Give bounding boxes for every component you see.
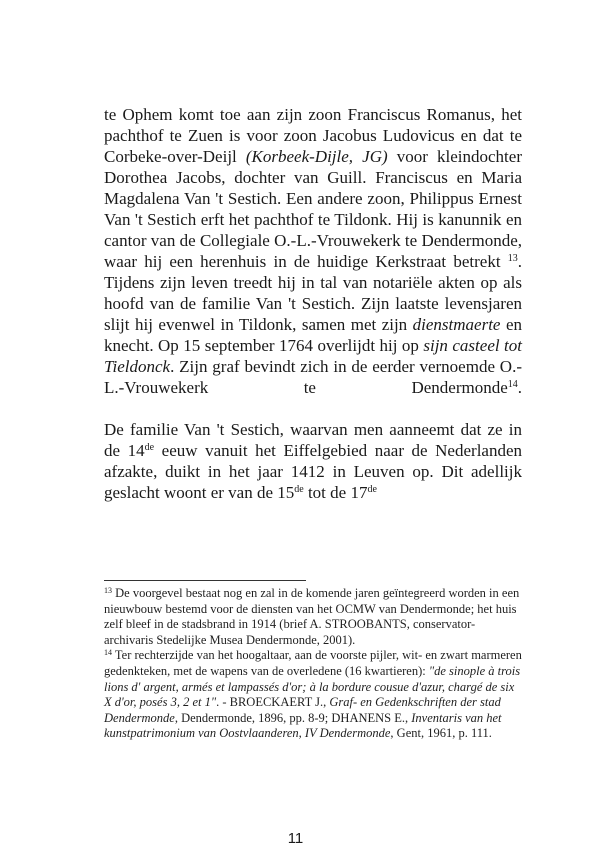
fn14-text-3: . - BROECKAERT J., <box>216 695 330 710</box>
p1-text-6: en knecht. Op 15 september 1764 overlijdt hij op <box>104 315 522 355</box>
p2-text-1: De familie Van 't Sestich, waarvan men aanneemt dat ze in de 14 <box>104 420 522 460</box>
fn14-title-1: Graf- en Gedenkschriften der stad Dendermonde <box>104 695 501 725</box>
p1-italic-korbeek: (Korbeek-Dijle, JG) <box>245 147 388 166</box>
footnote-divider <box>104 580 306 581</box>
fn14-text-1: Ter rechterzijde van het hoogaltaar, aan de voorste pijler, wit- en zwart marmeren gedenkteken, met de wapens van de overledene (16 kwartieren): <box>104 648 522 678</box>
footnote-ref-13[interactable]: 13 <box>507 253 518 264</box>
fn14-text-5: , Dendermonde, 1896, pp. 8-9; DHANENS E., <box>174 710 412 725</box>
footnote-14 <box>104 648 522 742</box>
page-number: 11 <box>287 830 304 847</box>
p1-text-3: voor kleindochter Dorothea Jacobs, dochter van Guill. Franciscus en Maria Magdalena Van 't Sestich. Een andere zoon, Philippus Ernest Van 't Sestich erft het pachthof te Tildonk. Hij is kanunnik en cantor van de Collegiale O.-L.-Vrouwekerk te Dendermonde, waar hij een herenhuis in de huidige Kerkstraat betrekt <box>104 147 522 271</box>
p1-italic-casteel: sijn casteel tot Tieldonck <box>104 336 522 376</box>
p1-text-8: . Zijn graf bevindt zich in de eerder vernoemde O.-L.-Vrouwekerk te Dendermonde <box>104 357 522 397</box>
p1-italic-dienstmaerte: dienstmaerte <box>412 315 501 334</box>
fn14-quote: "de sinople à trois lions d' argent, armés et lampassés d'or; à la bordure cousue d'azur, chargé de six X d'or, posés 3, 2 et 1" <box>104 663 521 710</box>
footnote-ref-14[interactable]: 14 <box>507 379 518 390</box>
p1-text-9: . <box>517 378 522 397</box>
fn14-text-7: , Gent, 1961, p. 111. <box>390 726 492 741</box>
p1-text-4: . Tijdens zijn leven treedt hij in tal van notariële akten op als hoofd van de familie Van 't Sestich. Zijn laatste levensjaren slijt hij evenwel in Tildonk, samen met zijn <box>104 252 522 334</box>
footnotes <box>104 586 522 742</box>
p2-text-3: tot de 17 <box>303 483 368 502</box>
footnote-13-number: 13 <box>104 586 112 595</box>
paragraph-2 <box>104 419 522 503</box>
footnote-13 <box>104 586 522 648</box>
body-text <box>104 104 522 503</box>
p1-text-1: te Ophem komt toe aan zijn zoon Franciscus Romanus, het pachthof te Zuen is voor zoon Jacobus Ludovicus en dat te Corbeke-over-Deijl <box>104 105 522 166</box>
p2-sup-3: de <box>367 484 377 495</box>
p2-text-2: eeuw vanuit het Eiffelgebied naar de Nederlanden afzakte, duikt in het jaar 1412 in Leuven op. Dit adellijk geslacht woont er van de 15 <box>104 441 523 502</box>
p2-sup-1: de <box>144 442 155 453</box>
footnote-13-text: De voorgevel bestaat nog en zal in de komende jaren geïntegreerd worden in een nieuwbouw bestemd voor de diensten van het OCMW van Dendermonde; het huis zelf bleef in de stadsbrand in 1914 (brief A. STROOBANTS, conservator-archivaris Stedelijke Musea Dendermonde, 2001). <box>104 586 520 647</box>
fn14-title-2: Inventaris van het kunstpatrimonium van Oostvlaanderen, IV Dendermonde <box>104 710 502 741</box>
footnote-14-number: 14 <box>104 648 112 658</box>
paragraph-1 <box>104 104 522 398</box>
p2-sup-2: de <box>294 484 304 495</box>
